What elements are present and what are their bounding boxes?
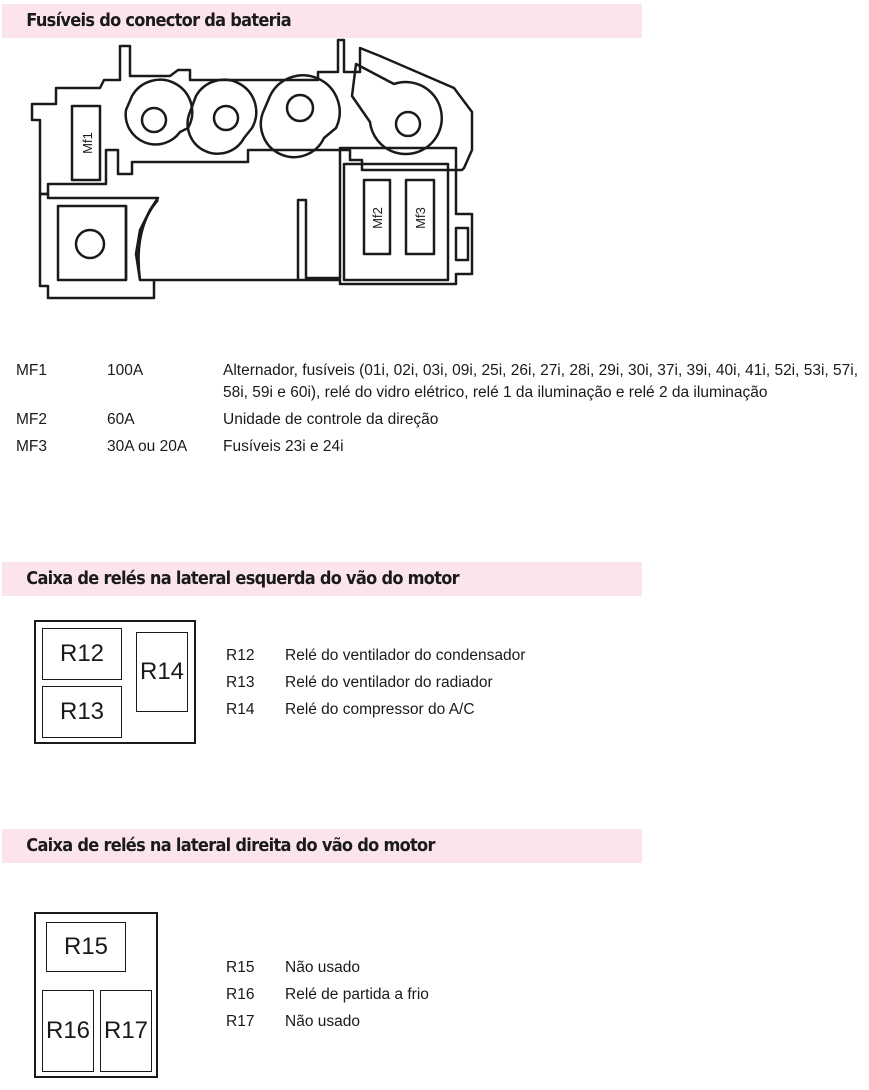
terminal-lobe-1 <box>126 80 193 145</box>
mf2-mf3-holder <box>344 164 448 280</box>
side-clip <box>456 228 468 260</box>
fuse-table <box>16 360 861 463</box>
section-title: Fusíveis do conector da bateria <box>26 10 291 31</box>
fuse-description: Unidade de controle da direção <box>223 411 439 428</box>
battery-post-housing <box>58 206 126 280</box>
relay-slot-r13: R13 <box>42 686 122 738</box>
left-relay-box-diagram <box>34 620 196 744</box>
section-header-battery-fuses <box>2 4 642 38</box>
relay-slot-r17: R17 <box>100 990 152 1072</box>
relay-description: Não usado <box>285 959 360 976</box>
diagram-label-mf2: Mf2 <box>370 207 385 229</box>
connector-housing <box>32 40 472 194</box>
terminal-lobe-3 <box>261 75 340 157</box>
fuse-code: MF2 <box>16 411 47 428</box>
section-title: Caixa de relés na lateral esquerda do vão do motor <box>26 568 459 589</box>
section-title: Caixa de relés na lateral direita do vão do motor <box>26 835 435 856</box>
relay-slot-r14: R14 <box>136 632 188 712</box>
relay-code: R17 <box>226 1013 255 1030</box>
relay-slot-r15: R15 <box>46 922 126 972</box>
relay-code: R14 <box>226 701 255 718</box>
terminal-hole-3 <box>287 95 313 121</box>
fuse-row-mf2 <box>16 409 861 431</box>
relay-code: R15 <box>226 959 255 976</box>
relay-slot-r12: R12 <box>42 628 122 680</box>
terminal-hole-2 <box>214 106 238 130</box>
relay-slot-r16: R16 <box>42 990 94 1072</box>
terminal-lobe-2 <box>188 80 257 154</box>
diagram-label-mf1: Mf1 <box>80 132 95 154</box>
battery-post-hole <box>76 230 104 258</box>
fuse-code: MF1 <box>16 362 47 379</box>
section-header-right-relay-box <box>2 829 642 863</box>
relay-description: Relé do compressor do A/C <box>285 701 475 718</box>
fuse-description: Fusíveis 23i e 24i <box>223 438 344 455</box>
section-header-left-relay-box <box>2 562 642 596</box>
terminal-hole-4 <box>396 112 420 136</box>
relay-description: Relé de partida a frio <box>285 986 429 1003</box>
fuse-amperage: 100A <box>107 362 144 379</box>
relay-description: Relé do ventilador do condensador <box>285 647 526 664</box>
fuse-code: MF3 <box>16 438 47 455</box>
terminal-hole-1 <box>142 108 166 132</box>
fuse-row-mf1 <box>16 360 861 404</box>
relay-code: R12 <box>226 647 255 664</box>
fuse-amperage: 30A ou 20A <box>107 438 188 455</box>
fuse-description: Alternador, fusíveis (01i, 02i, 03i, 09i, 25i, 26i, 27i, 28i, 29i, 30i, 37i, 39i, 40i, 41i, 52i, 53i, 57i, 58i, 59i e 60i), relé do vidro elétrico, relé 1 da iluminação e relé 2 da iluminação <box>223 362 859 401</box>
relay-code: R13 <box>226 674 255 691</box>
diagram-label-mf3: Mf3 <box>413 207 428 229</box>
relay-description: Não usado <box>285 1013 360 1030</box>
right-relay-box-diagram <box>34 912 158 1078</box>
battery-connector-diagram <box>0 36 480 308</box>
relay-code: R16 <box>226 986 255 1003</box>
fuse-amperage: 60A <box>107 411 135 428</box>
relay-description: Relé do ventilador do radiador <box>285 674 493 691</box>
fuse-row-mf3 <box>16 436 861 458</box>
